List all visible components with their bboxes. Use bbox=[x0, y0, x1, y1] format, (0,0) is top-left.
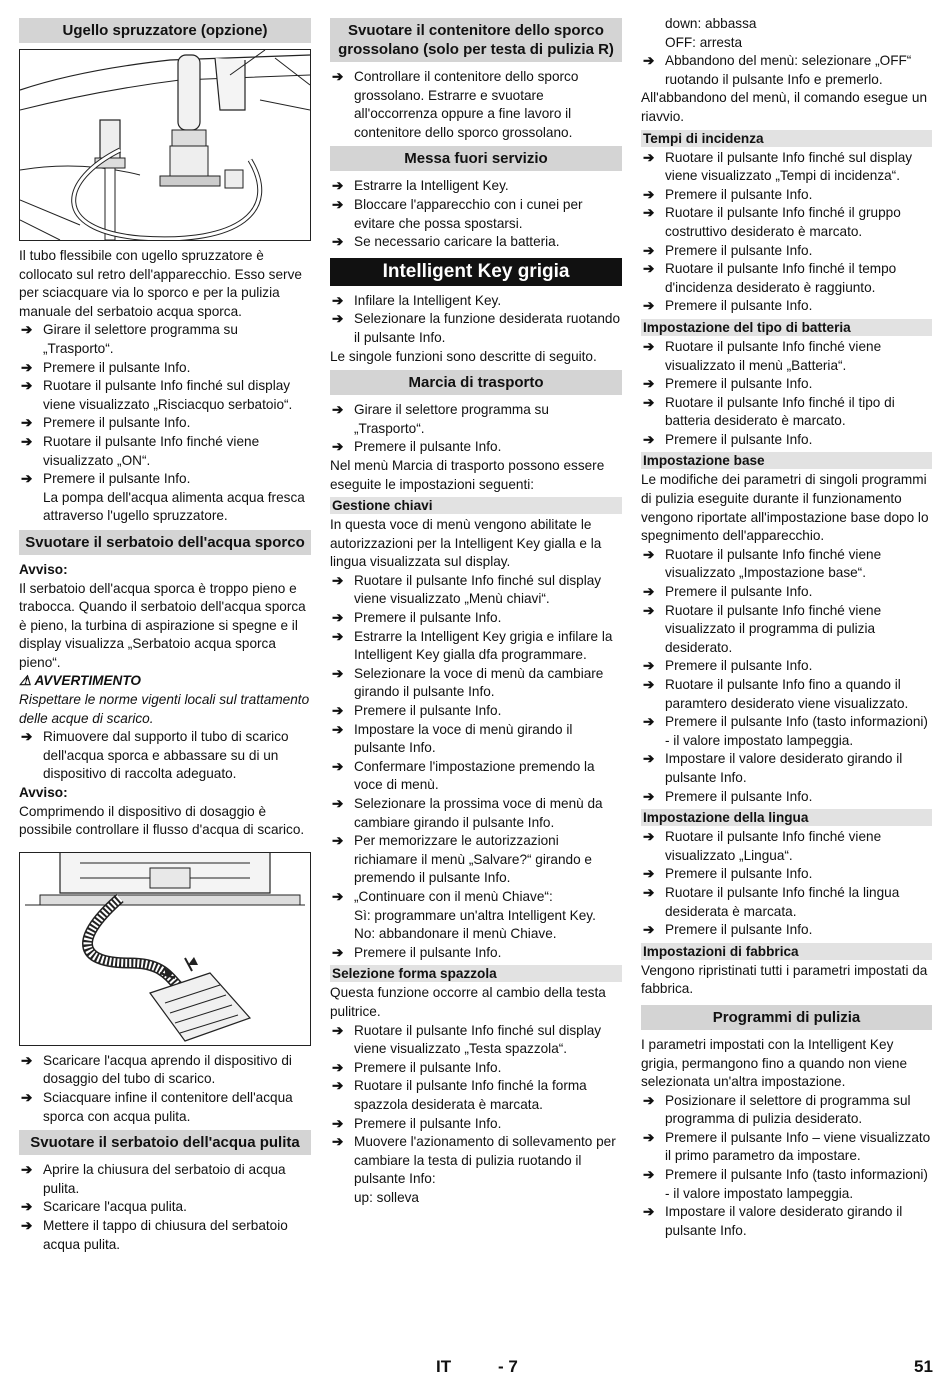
heading-spray-nozzle: Ugello spruzzatore (opzione) bbox=[19, 18, 311, 43]
list-item: ➔ Ruotare il pulsante Info finché il gruppo costruttivo desiderato è marcato. bbox=[643, 205, 901, 239]
arrow-icon: ➔ bbox=[21, 1162, 33, 1178]
arrow-icon: ➔ bbox=[332, 439, 344, 455]
list-item: ➔ Impostare la voce di menù girando il pulsante Info. bbox=[332, 721, 573, 756]
arrow-icon: ➔ bbox=[332, 628, 344, 644]
list-item: ➔ Premere il pulsante Info. bbox=[641, 375, 932, 394]
arrow-icon: ➔ bbox=[643, 584, 655, 600]
arrow-icon: ➔ bbox=[332, 758, 344, 774]
column-1 bbox=[19, 14, 311, 1254]
column-3 bbox=[641, 15, 932, 1240]
dirty-steps-2 bbox=[19, 1052, 311, 1126]
arrow-icon: ➔ bbox=[332, 796, 344, 811]
drain-hose-figure bbox=[19, 852, 311, 1046]
list-item: ➔ Infilare la Intelligent Key. bbox=[330, 292, 622, 311]
clean-steps bbox=[19, 1161, 311, 1254]
list-item: ➔ Premere il pulsante Info. bbox=[330, 944, 622, 963]
list-item: ➔ Scaricare l'acqua aprendo il dispositivo di dosaggio del tubo di scarico. bbox=[21, 1052, 292, 1087]
column-2 bbox=[330, 18, 622, 1207]
arrow-icon: ➔ bbox=[332, 1115, 344, 1131]
list-item: ➔ Premere il pulsante Info. bbox=[641, 657, 932, 676]
subheading-battery-type: Impostazione del tipo di batteria bbox=[641, 319, 932, 336]
footer-total-page: 51 bbox=[914, 1357, 933, 1376]
list-item: ➔ Mettere il tappo di chiusura del serbatoio acqua pulita. bbox=[21, 1217, 288, 1252]
list-item: ➔ Premere il pulsante Info. bbox=[641, 583, 932, 602]
menu-exit-note: All'abbandono del menù, il comando esegue un riavvio. bbox=[641, 90, 928, 124]
list-item: ➔ Premere il pulsante Info. bbox=[641, 921, 932, 940]
list-item: ➔ Premere il pulsante Info. bbox=[330, 1059, 622, 1078]
list-item: ➔ Impostare il valore desiderato girando il pulsante Info. bbox=[643, 751, 903, 785]
arrow-icon: ➔ bbox=[643, 205, 655, 221]
arrow-icon: ➔ bbox=[643, 658, 655, 674]
arrow-icon: ➔ bbox=[643, 788, 655, 804]
heading-dirty-water-tank: Svuotare il serbatoio dell'acqua sporco bbox=[19, 530, 311, 555]
arrow-icon: ➔ bbox=[332, 234, 344, 250]
list-item: ➔ Premere il pulsante Info – viene visualizzato il primo parametro da impostare. bbox=[643, 1129, 931, 1164]
list-item: ➔ Bloccare l'apparecchio con i cunei per evitare che possa spostarsi. bbox=[332, 196, 583, 231]
base-intro: Le modifiche dei parametri di singoli programmi di pulizia eseguite durante il funzionamento vengono riportate all'impostazione base dopo lo spegnimento dell'apparecchio. bbox=[641, 472, 929, 544]
list-item: ➔ Sciacquare infine il contenitore dell'acqua sporca con acqua pulita. bbox=[21, 1090, 293, 1124]
drain-hose-drawing bbox=[20, 853, 310, 1045]
arrow-icon: ➔ bbox=[643, 1167, 655, 1183]
base-steps bbox=[641, 546, 932, 806]
arrow-icon: ➔ bbox=[643, 186, 655, 202]
factory-text: Vengono ripristinati tutti i parametri impostati da fabbrica. bbox=[641, 962, 928, 997]
nozzle-steps bbox=[19, 321, 311, 526]
warning-text: Rispettare le norme vigenti locali sul trattamento delle acque di scarico. bbox=[19, 692, 310, 726]
arrow-icon: ➔ bbox=[21, 322, 33, 338]
list-item: ➔ Rimuovere dal supporto il tubo di scarico dell'acqua sporca e abbassare su di un dispositivo di raccolta adeguato. bbox=[21, 729, 289, 782]
list-item: ➔ Premere il pulsante Info. bbox=[641, 431, 932, 450]
list-item: ➔ Controllare il contenitore dello sporco grossolano. Estrarre e svuotare all'occorrenza oppure a fine lavoro il contenitore dello sporco grossolano. bbox=[332, 69, 579, 140]
heading-decommission: Messa fuori servizio bbox=[330, 146, 622, 171]
list-item: ➔ Premere il pulsante Info. bbox=[641, 242, 932, 261]
list-item: ➔ „Continuare con il menù Chiave“: bbox=[330, 888, 622, 907]
brush-up: up: solleva bbox=[354, 1189, 419, 1205]
brush-intro: Questa funzione occorre al cambio della testa pulitrice. bbox=[330, 985, 606, 1019]
footer-language: IT bbox=[436, 1357, 452, 1376]
list-item: ➔ Premere il pulsante Info (tasto informazioni) - il valore impostato lampeggia. bbox=[643, 714, 928, 748]
arrow-icon: ➔ bbox=[332, 311, 344, 327]
arrow-icon: ➔ bbox=[21, 378, 33, 394]
list-item: ➔ Ruotare il pulsante Info finché il tempo d'incidenza desiderato è raggiunto. bbox=[643, 261, 897, 295]
arrow-icon: ➔ bbox=[332, 703, 344, 719]
arrow-icon: ➔ bbox=[332, 402, 344, 418]
arrow-icon: ➔ bbox=[21, 1052, 33, 1068]
nozzle-intro: Il tubo flessibile con ugello spruzzatore è collocato sul retro dell'apparecchio. Esso serve per sciacquare via lo sporco e per la pulizia manuale del serbatoio acqua sporca. bbox=[19, 248, 302, 319]
list-item: ➔ Muovere l'azionamento di sollevamento per cambiare la testa di pulizia ruotando il pulsante Info: bbox=[332, 1134, 616, 1187]
arrow-icon: ➔ bbox=[21, 359, 33, 375]
arrow-icon: ➔ bbox=[21, 729, 33, 745]
arrow-icon: ➔ bbox=[643, 431, 655, 447]
warning-heading: ⚠ AVVERTIMENTO bbox=[19, 673, 141, 689]
arrow-icon: ➔ bbox=[643, 922, 655, 938]
arrow-icon: ➔ bbox=[643, 829, 655, 845]
arrow-icon: ➔ bbox=[643, 714, 655, 730]
list-item: ➔ Ruotare il pulsante Info finché viene visualizzato il programma di pulizia desiderato. bbox=[643, 602, 882, 655]
arrow-icon: ➔ bbox=[21, 1199, 33, 1215]
list-item: ➔ Premere il pulsante Info. bbox=[641, 297, 932, 316]
arrow-icon: ➔ bbox=[21, 1217, 33, 1233]
warning-icon: ⚠ bbox=[19, 673, 32, 689]
grey-note: Le singole funzioni sono descritte di seguito. bbox=[330, 348, 597, 364]
arrow-icon: ➔ bbox=[332, 888, 344, 904]
arrow-icon: ➔ bbox=[21, 433, 33, 449]
list-item: ➔ Posizionare il selettore di programma sul programma di pulizia desiderato. bbox=[643, 1092, 911, 1127]
list-item: ➔ Girare il selettore programma su „Trasporto“. bbox=[332, 402, 549, 436]
notice-label: Avviso: bbox=[19, 561, 68, 577]
arrow-icon: ➔ bbox=[21, 1090, 33, 1105]
arrow-icon: ➔ bbox=[643, 602, 655, 618]
arrow-icon: ➔ bbox=[643, 751, 655, 767]
arrow-icon: ➔ bbox=[332, 196, 344, 212]
list-item: ➔ Abbandono del menù: selezionare „OFF“ ruotando il pulsante Info e premerlo. bbox=[643, 53, 912, 87]
list-item: ➔ Ruotare il pulsante Info finché sul display viene visualizzato „Menù chiavi“. bbox=[332, 572, 602, 607]
arrow-icon: ➔ bbox=[332, 572, 344, 588]
arrow-icon: ➔ bbox=[643, 53, 655, 69]
subheading-base-setting: Impostazione base bbox=[641, 452, 932, 469]
list-item: ➔ Premere il pulsante Info. bbox=[19, 359, 311, 378]
list-item: ➔ Ruotare il pulsante Info finché viene visualizzato „ON“. bbox=[21, 433, 260, 468]
arrow-icon: ➔ bbox=[332, 610, 344, 626]
heading-coarse-dirt-container: Svuotare il contenitore dello sporco grossolano (solo per testa di pulizia R) bbox=[330, 18, 622, 62]
list-item: ➔ Per memorizzare le autorizzazioni richiamare il menù „Salvare?“ girando e premendo il pulsante Info. bbox=[332, 833, 592, 886]
list-item: ➔ Premere il pulsante Info. bbox=[330, 609, 622, 628]
heading-cleaning-programs: Programmi di pulizia bbox=[641, 1005, 932, 1030]
list-item: ➔ Premere il pulsante Info. bbox=[19, 470, 311, 489]
arrow-icon: ➔ bbox=[643, 394, 655, 410]
arrow-icon: ➔ bbox=[643, 376, 655, 392]
heading-transport: Marcia di trasporto bbox=[330, 370, 622, 395]
list-item: ➔ Premere il pulsante Info (tasto informazioni) - il valore impostato lampeggia. bbox=[643, 1167, 928, 1201]
list-item: ➔ Ruotare il pulsante Info finché viene visualizzato „Impostazione base“. bbox=[643, 546, 882, 581]
arrow-icon: ➔ bbox=[21, 415, 33, 431]
arrow-icon: ➔ bbox=[332, 1078, 344, 1094]
brush-off: OFF: arresta bbox=[665, 34, 743, 50]
arrow-icon: ➔ bbox=[332, 944, 344, 960]
list-item: ➔ Premere il pulsante Info. bbox=[330, 1115, 622, 1134]
list-item: ➔ Estrarre la Intelligent Key. bbox=[330, 177, 622, 196]
subheading-factory-settings: Impostazioni di fabbrica bbox=[641, 943, 932, 960]
arrow-icon: ➔ bbox=[332, 833, 344, 849]
list-item: ➔ Ruotare il pulsante Info finché sul display viene visualizzato „Risciacquo serbatoio“. bbox=[21, 378, 293, 412]
keys-intro-2: lingua visualizzata sul display. bbox=[330, 554, 511, 570]
notice-text: Il serbatoio dell'acqua sporca è troppo pieno e trabocca. Quando il serbatoio dell'acqua sporca è pieno, la turbina di aspirazione si spegne e il display visualizza „Serbatoio acqua sporca pieno“. bbox=[19, 580, 306, 670]
arrow-icon: ➔ bbox=[643, 1092, 655, 1108]
arrow-icon: ➔ bbox=[332, 721, 344, 737]
list-item: ➔ Se necessario caricare la batteria. bbox=[330, 233, 622, 252]
list-item: ➔ Ruotare il pulsante Info finché viene visualizzato „Lingua“. bbox=[643, 829, 882, 863]
list-item: ➔ Ruotare il pulsante Info finché sul display viene visualizzato „Testa spazzola“. bbox=[332, 1022, 602, 1057]
keys-option-no: No: abbandonare il menù Chiave. bbox=[354, 926, 557, 942]
arrow-icon: ➔ bbox=[643, 1129, 655, 1145]
lang-steps bbox=[641, 828, 932, 940]
list-item: ➔ Selezionare la prossima voce di menù da cambiare girando il pulsante Info. bbox=[332, 796, 603, 830]
arrow-icon: ➔ bbox=[332, 178, 344, 194]
heading-clean-water-tank: Svuotare il serbatoio dell'acqua pulita bbox=[19, 1130, 311, 1155]
arrow-icon: ➔ bbox=[643, 1204, 655, 1220]
arrow-icon: ➔ bbox=[332, 665, 344, 681]
subheading-contact-times: Tempi di incidenza bbox=[641, 130, 932, 147]
arrow-icon: ➔ bbox=[643, 866, 655, 882]
list-item: ➔ Ruotare il pulsante Info finché la forma spazzola desiderata è marcata. bbox=[332, 1078, 587, 1112]
list-item: ➔ Selezionare la funzione desiderata ruotando il pulsante Info. bbox=[332, 311, 621, 345]
list-item: ➔ Estrarre la Intelligent Key grigia e infilare la Intelligent Key gialla dfa programmare. bbox=[332, 628, 613, 663]
footer-page-number: - 7 bbox=[498, 1357, 518, 1376]
brush-steps bbox=[330, 1022, 622, 1208]
transport-note: Nel menù Marcia di trasporto possono essere eseguite le impostazioni seguenti: bbox=[330, 457, 605, 492]
arrow-icon: ➔ bbox=[643, 546, 655, 562]
arrow-icon: ➔ bbox=[643, 298, 655, 314]
list-item: ➔ Premere il pulsante Info. bbox=[330, 702, 622, 721]
list-item: ➔ Selezionare la voce di menù da cambiare girando il pulsante Info. bbox=[332, 665, 604, 700]
nozzle-note: La pompa dell'acqua alimenta acqua fresca attraverso l'ugello spruzzatore. bbox=[43, 489, 305, 524]
subheading-brush-shape: Selezione forma spazzola bbox=[330, 965, 622, 982]
list-item: ➔ Confermare l'impostazione premendo la voce di menù. bbox=[332, 758, 595, 793]
list-item: ➔ Premere il pulsante Info. bbox=[641, 186, 932, 205]
arrow-icon: ➔ bbox=[643, 338, 655, 354]
arrow-icon: ➔ bbox=[643, 884, 655, 900]
spray-nozzle-figure bbox=[19, 49, 311, 241]
spray-nozzle-drawing bbox=[20, 50, 310, 240]
keys-option-yes: Sì: programmare un'altra Intelligent Key. bbox=[354, 907, 596, 923]
brush-down: down: abbassa bbox=[665, 16, 757, 31]
list-item: ➔ Impostare il valore desiderato girando il pulsante Info. bbox=[643, 1204, 903, 1238]
notice-label: Avviso: bbox=[19, 785, 68, 801]
keys-intro-1: In questa voce di menù vengono abilitate le autorizzazioni per la Intelligent Key gialla e la bbox=[330, 517, 602, 551]
list-item: ➔ Premere il pulsante Info. bbox=[641, 788, 932, 807]
subheading-key-management: Gestione chiavi bbox=[330, 497, 622, 514]
list-item: ➔ Ruotare il pulsante Info finché sul display viene visualizzato „Tempi di incidenza“. bbox=[643, 149, 913, 184]
time-steps bbox=[641, 149, 932, 316]
list-item: ➔ Ruotare il pulsante Info finché viene visualizzato il menù „Batteria“. bbox=[643, 338, 882, 373]
list-item: ➔ Premere il pulsante Info. bbox=[641, 865, 932, 884]
list-item: ➔ Scaricare l'acqua pulita. bbox=[19, 1198, 311, 1217]
list-item: ➔ Ruotare il pulsante Info finché la lingua desiderata è marcata. bbox=[643, 884, 900, 919]
arrow-icon: ➔ bbox=[332, 69, 344, 84]
programs-intro: I parametri impostati con la Intelligent Key grigia, permangono fino a quando non viene selezionata un'altra impostazione. bbox=[641, 1036, 908, 1090]
list-item: ➔ Ruotare il pulsante Info finché il tipo di batteria desiderato è marcato. bbox=[643, 394, 895, 429]
keys-steps bbox=[330, 572, 622, 962]
arrow-icon: ➔ bbox=[332, 1059, 344, 1075]
heading-grey-intelligent-key: Intelligent Key grigia bbox=[330, 258, 622, 286]
list-item: ➔ Premere il pulsante Info. bbox=[330, 438, 622, 457]
list-item: ➔ Premere il pulsante Info. bbox=[19, 414, 311, 433]
list-item: ➔ Aprire la chiusura del serbatoio di acqua pulita. bbox=[21, 1162, 286, 1196]
subheading-language: Impostazione della lingua bbox=[641, 809, 932, 826]
notice-text: Comprimendo il dispositivo di dosaggio è possibile controllare il flusso d'acqua di scarico. bbox=[19, 803, 305, 838]
list-item: ➔ Girare il selettore programma su „Trasporto“. bbox=[21, 322, 238, 356]
arrow-icon: ➔ bbox=[332, 1022, 344, 1038]
arrow-icon: ➔ bbox=[643, 261, 655, 277]
arrow-icon: ➔ bbox=[643, 149, 655, 165]
arrow-icon: ➔ bbox=[332, 292, 344, 308]
arrow-icon: ➔ bbox=[21, 471, 33, 487]
arrow-icon: ➔ bbox=[643, 242, 655, 258]
list-item: ➔ Ruotare il pulsante Info fino a quando il paramtero desiderato viene visualizzato. bbox=[643, 677, 909, 711]
arrow-icon: ➔ bbox=[332, 1134, 344, 1150]
programs-steps bbox=[641, 1092, 932, 1241]
battery-steps bbox=[641, 338, 932, 450]
arrow-icon: ➔ bbox=[643, 677, 655, 692]
